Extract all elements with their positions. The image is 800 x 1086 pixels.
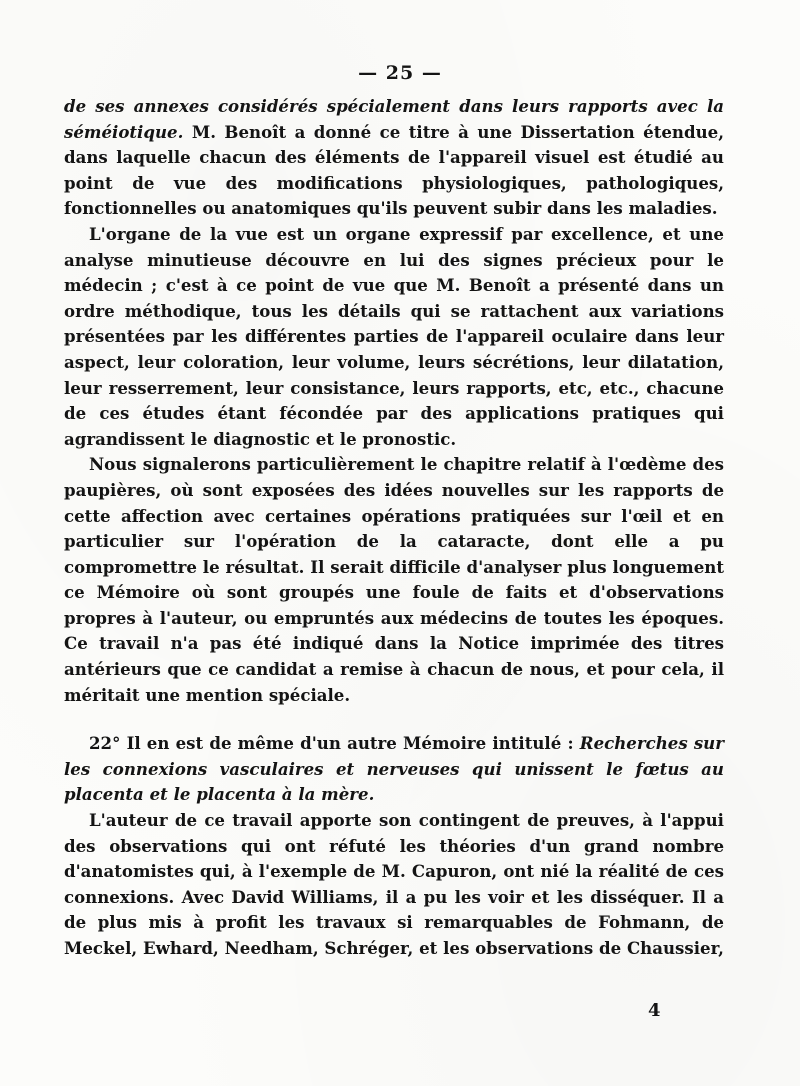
paragraph-5 [64, 808, 724, 962]
page-number: — 25 — [358, 62, 442, 84]
p1-text: M. Benoît a donné ce titre à une Dissertation étendue, dans laquelle chacun des éléments de l'appareil visuel est étudié au point de vue des modifications physiologiques, pathologiques, fonctionnelles ou anatomiques qu'ils peuvent subir dans les maladies. [64, 121, 724, 219]
body-text [64, 94, 724, 962]
p4-text: 22° Il en est de même d'un autre Mémoire intitulé : [89, 733, 580, 754]
p4-title-italic: Recherches sur les connexions vasculaires et nerveuses qui unissent le fœtus au placenta et le placenta à la mère. [64, 733, 724, 805]
signature-mark: 4 [648, 1000, 661, 1021]
p1-title-italic: de ses annexes considérés spécialement dans leurs rapports avec la séméiotique. [64, 96, 724, 142]
paragraph-1 [64, 94, 724, 222]
paragraph-4 [64, 731, 724, 808]
p3-text: Nous signalerons particulièrement le chapitre relatif à l'œdème des paupières, où sont exposées des idées nouvelles sur les rapports de cette affection avec certaines opérations pratiquées sur l'œil et en particulier sur l'opération de la cataracte, dont elle a pu compromettre le résultat. Il serait difficile d'analyser plus longuement ce Mémoire où sont groupés une foule de faits et d'observations propres à l'auteur, ou empruntés aux médecins de toutes les époques. Ce travail n'a pas été indiqué dans la Notice imprimée des titres antérieurs que ce candidat a remise à chacun de nous, et pour cela, il méritait une mention spéciale. [64, 454, 724, 705]
paragraph-3 [64, 452, 724, 708]
paragraph-2 [64, 222, 724, 452]
p5-text: L'auteur de ce travail apporte son contingent de preuves, à l'appui des observations qui ont réfuté les théories d'un grand nombre d'anatomistes qui, à l'exemple de M. Capuron, ont nié la réalité de ces connexions. Avec David Williams, il a pu les voir et les disséquer. Il a de plus mis à profit les travaux si remarquables de Fohmann, de Meckel, Ewhard, Needham, Schréger, et les observations de Chaussier, [64, 810, 724, 958]
p2-text: L'organe de la vue est un organe expressif par excellence, et une analyse minutieuse découvre en lui des signes précieux pour le médecin ; c'est à ce point de vue que M. Benoît a présenté dans un ordre méthodique, tous les détails qui se rattachent aux variations présentées par les différentes parties de l'appareil oculaire dans leur aspect, leur coloration, leur volume, leurs sécrétions, leur dilatation, leur resserrement, leur consistance, leurs rapports, etc, etc., chacune de ces études étant fécondée par des applications pratiques qui agrandissent le diagnostic et le pronostic. [64, 223, 724, 449]
